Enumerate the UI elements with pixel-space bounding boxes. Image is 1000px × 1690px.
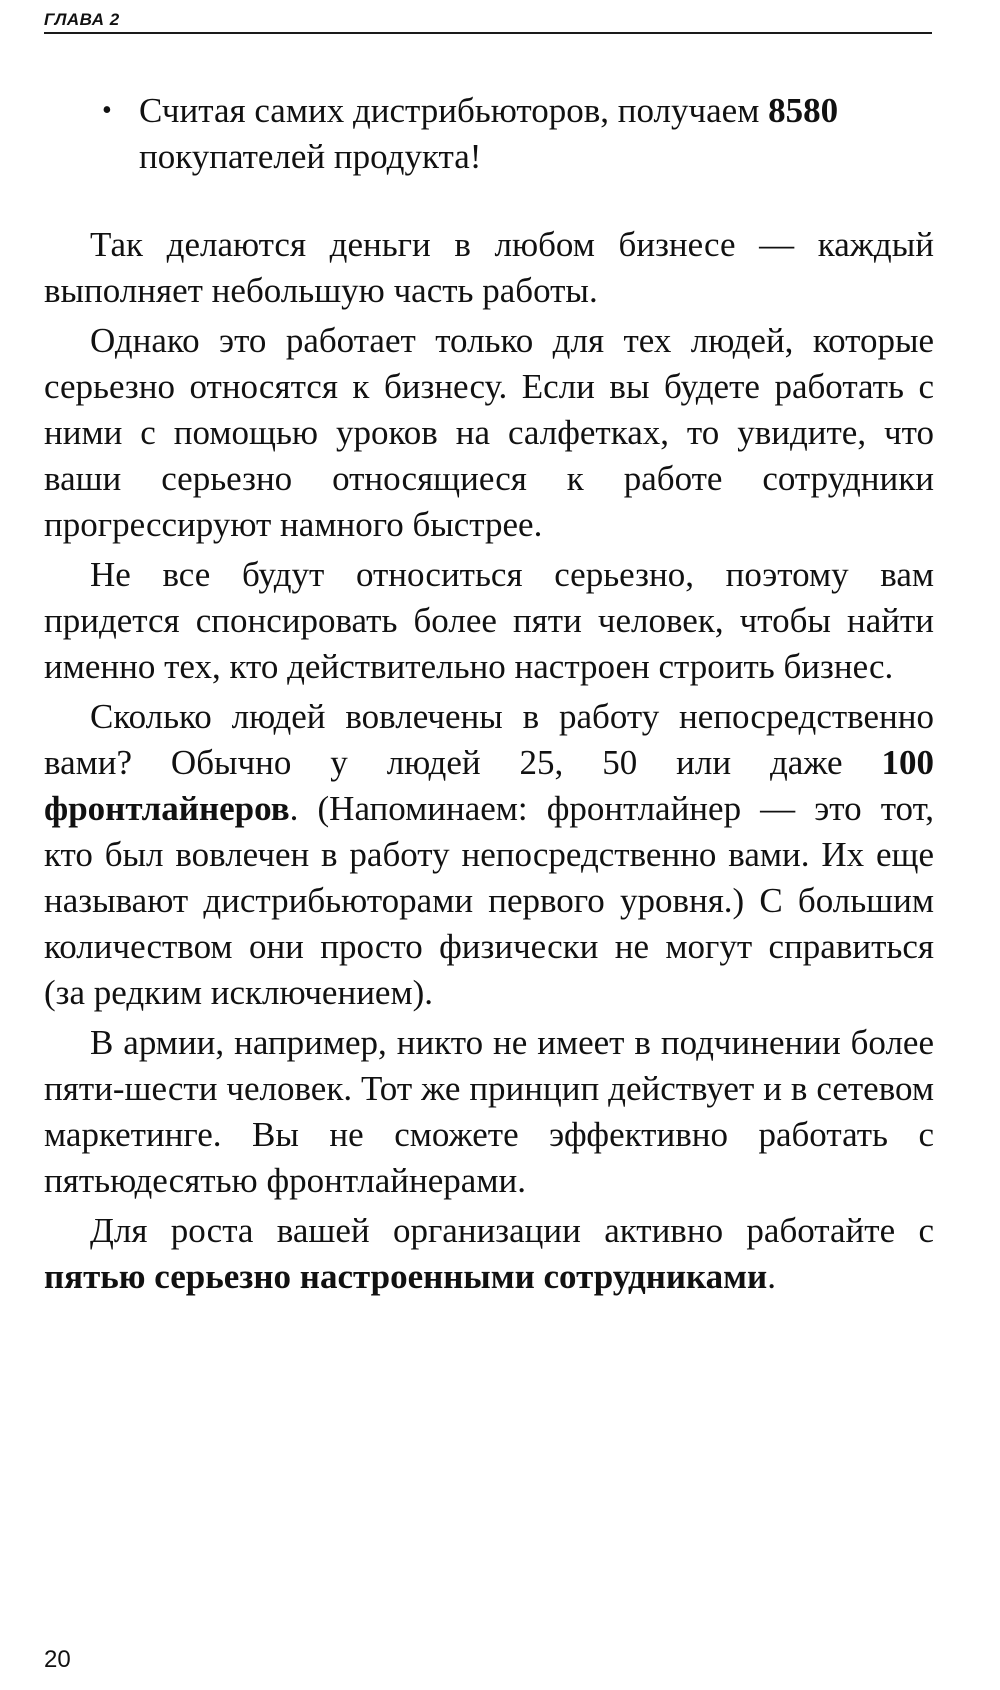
paragraph-4-bold: 100 фронтлайнеров — [44, 743, 934, 828]
paragraph-4-before: Сколько людей вовлечены в работу непосредственно вами? Обычно у людей 25, 50 или даже — [44, 697, 934, 782]
paragraph-6-after: . — [767, 1257, 776, 1296]
paragraph-4 — [44, 694, 934, 1016]
running-header — [44, 10, 932, 34]
bullet-icon: • — [102, 95, 112, 126]
page-body — [44, 88, 934, 1304]
paragraph-6-bold: пятью серьезно настроенными сотрудниками — [44, 1257, 768, 1296]
bullet-bold-number: 8580 — [768, 91, 839, 130]
paragraph-2: Однако это работает только для тех людей, которые серьезно относятся к бизнесу. Если вы будете работать с ними с помощью уроков на салфетках, то увидите, что ваши серьезно относящиеся к работе сотрудники прогрессируют намного быстрее. — [44, 321, 934, 544]
paragraph-6 — [44, 1208, 934, 1300]
bullet-text-after: покупателей продукта! — [139, 137, 482, 176]
bullet-item — [44, 88, 934, 180]
paragraph-3: Не все будут относиться серьезно, поэтому вам придется спонсировать более пяти человек, чтобы найти именно тех, кто действительно настроен строить бизнес. — [44, 555, 934, 686]
paragraph-5: В армии, например, никто не имеет в подчинении более пяти-шести человек. Тот же принцип действует и в сетевом маркетинге. Вы не сможете эффективно работать с пятьюдесятью фронтлайнерами. — [44, 1023, 934, 1200]
paragraph-6-before: Для роста вашей организации активно работайте с — [90, 1211, 934, 1250]
page-number: 20 — [44, 1646, 71, 1673]
paragraph-4-after: . (Напоминаем: фронтлайнер — это тот, кто был вовлечен в работу непосредственно вами. Их еще называют дистрибьюторами первого уровня.) С большим количеством они просто физически не могут справиться (за редким исключением). — [44, 789, 934, 1012]
bullet-text-before: Считая самих дистрибьюторов, получаем — [139, 91, 769, 130]
paragraph-1: Так делаются деньги в любом бизнесе — каждый выполняет небольшую часть работы. — [44, 225, 934, 310]
chapter-label: ГЛАВА 2 — [44, 10, 120, 29]
